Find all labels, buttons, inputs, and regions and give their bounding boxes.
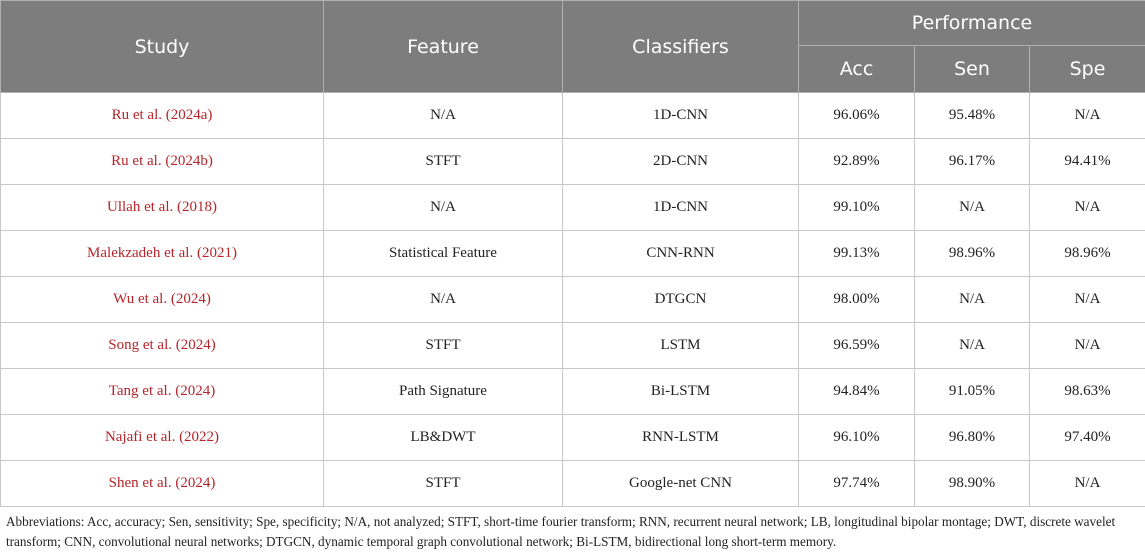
feature-cell: STFT: [324, 461, 563, 507]
sen-cell: N/A: [915, 185, 1030, 231]
acc-cell: 96.10%: [799, 415, 915, 461]
spe-cell: 98.63%: [1030, 369, 1145, 415]
classifier-cell: CNN-RNN: [563, 231, 799, 277]
study-link[interactable]: Malekzadeh et al. (2021): [1, 231, 324, 277]
spe-cell: N/A: [1030, 323, 1145, 369]
sen-cell: 91.05%: [915, 369, 1030, 415]
sen-cell: 98.96%: [915, 231, 1030, 277]
classifier-cell: 1D-CNN: [563, 185, 799, 231]
study-link[interactable]: Song et al. (2024): [1, 323, 324, 369]
table-row: [1, 461, 1145, 507]
table-body: [1, 93, 1145, 507]
table-row: [1, 185, 1145, 231]
acc-cell: 98.00%: [799, 277, 915, 323]
spe-cell: N/A: [1030, 93, 1145, 139]
acc-cell: 97.74%: [799, 461, 915, 507]
acc-cell: 96.06%: [799, 93, 915, 139]
classifier-cell: RNN-LSTM: [563, 415, 799, 461]
study-link[interactable]: Tang et al. (2024): [1, 369, 324, 415]
acc-cell: 96.59%: [799, 323, 915, 369]
spe-cell: N/A: [1030, 461, 1145, 507]
header-sen: Sen: [915, 46, 1030, 93]
spe-cell: N/A: [1030, 185, 1145, 231]
table-row: [1, 231, 1145, 277]
feature-cell: STFT: [324, 323, 563, 369]
spe-cell: 98.96%: [1030, 231, 1145, 277]
classifier-cell: Bi-LSTM: [563, 369, 799, 415]
study-link[interactable]: Shen et al. (2024): [1, 461, 324, 507]
header-acc: Acc: [799, 46, 915, 93]
classifier-cell: Google-net CNN: [563, 461, 799, 507]
feature-cell: N/A: [324, 277, 563, 323]
acc-cell: 99.13%: [799, 231, 915, 277]
sen-cell: 96.17%: [915, 139, 1030, 185]
classifier-cell: 1D-CNN: [563, 93, 799, 139]
header-spe: Spe: [1030, 46, 1145, 93]
header-feature: Feature: [324, 1, 563, 93]
feature-cell: LB&DWT: [324, 415, 563, 461]
table-header: [1, 1, 1145, 93]
sen-cell: 95.48%: [915, 93, 1030, 139]
table-row: [1, 369, 1145, 415]
study-link[interactable]: Najafi et al. (2022): [1, 415, 324, 461]
sen-cell: 96.80%: [915, 415, 1030, 461]
table-row: [1, 139, 1145, 185]
sen-cell: 98.90%: [915, 461, 1030, 507]
feature-cell: N/A: [324, 185, 563, 231]
acc-cell: 92.89%: [799, 139, 915, 185]
table-row: [1, 93, 1145, 139]
table-footnote: Abbreviations: Acc, accuracy; Sen, sensitivity; Spe, specificity; N/A, not analyzed; STFT, short-time fourier transform; RNN, recurrent neural network; LB, longitudinal bipolar montage; DWT, discrete wavelet transform; CNN, convolutional neural networks; DTGCN, dynamic temporal graph convolutional network; Bi-LSTM, bidirectional long short-term memory.: [6, 512, 1136, 552]
table-row: [1, 323, 1145, 369]
acc-cell: 99.10%: [799, 185, 915, 231]
feature-cell: STFT: [324, 139, 563, 185]
sen-cell: N/A: [915, 323, 1030, 369]
classifier-cell: LSTM: [563, 323, 799, 369]
sen-cell: N/A: [915, 277, 1030, 323]
spe-cell: N/A: [1030, 277, 1145, 323]
spe-cell: 97.40%: [1030, 415, 1145, 461]
header-performance: Performance: [799, 1, 1145, 46]
header-classifiers: Classifiers: [563, 1, 799, 93]
classifier-cell: DTGCN: [563, 277, 799, 323]
spe-cell: 94.41%: [1030, 139, 1145, 185]
study-link[interactable]: Ru et al. (2024a): [1, 93, 324, 139]
feature-cell: Path Signature: [324, 369, 563, 415]
study-link[interactable]: Wu et al. (2024): [1, 277, 324, 323]
table-row: [1, 415, 1145, 461]
study-link[interactable]: Ru et al. (2024b): [1, 139, 324, 185]
table-row: [1, 277, 1145, 323]
study-link[interactable]: Ullah et al. (2018): [1, 185, 324, 231]
acc-cell: 94.84%: [799, 369, 915, 415]
feature-cell: Statistical Feature: [324, 231, 563, 277]
header-study: Study: [1, 1, 324, 93]
feature-cell: N/A: [324, 93, 563, 139]
classifier-cell: 2D-CNN: [563, 139, 799, 185]
